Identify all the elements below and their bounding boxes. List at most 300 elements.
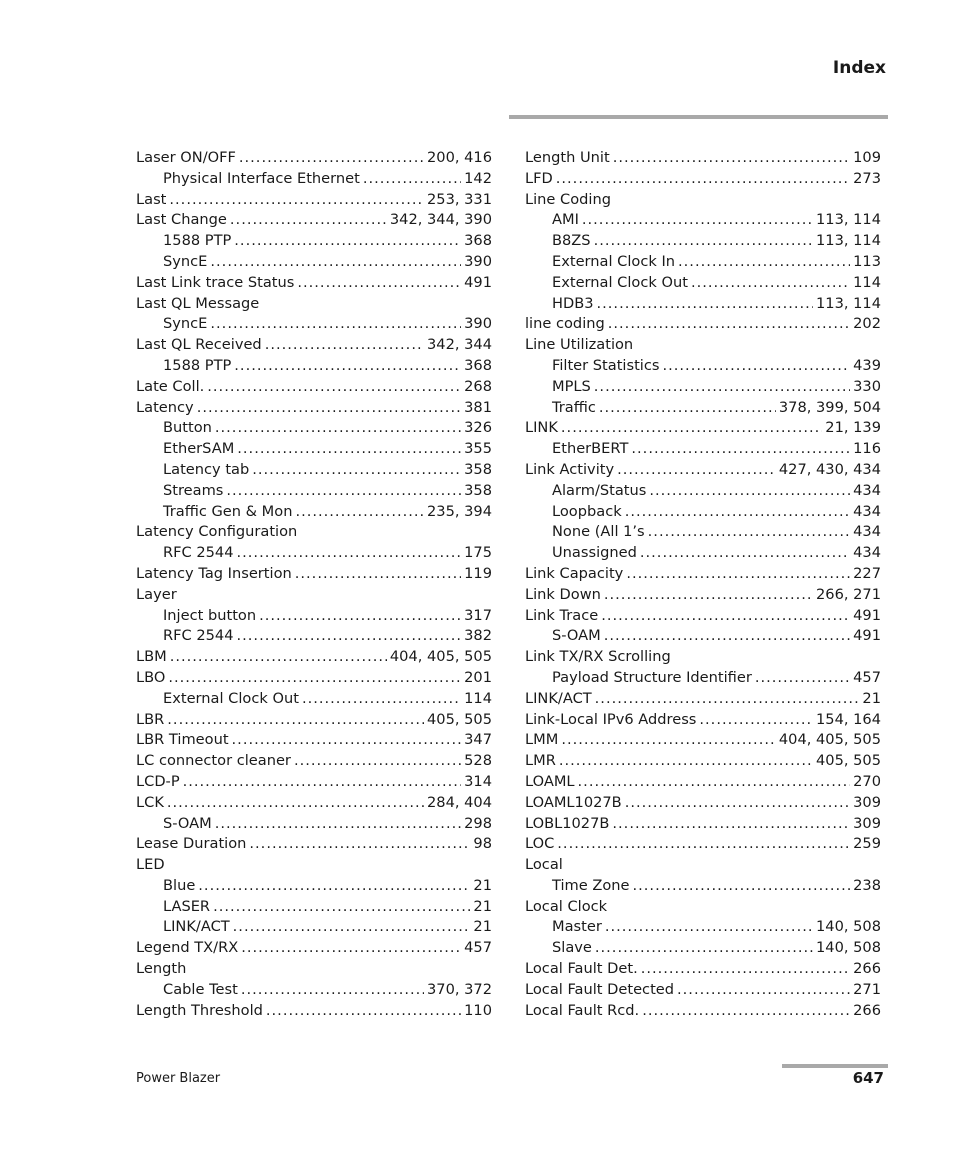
index-subentry [136, 543, 492, 564]
index-term: Last [136, 190, 167, 208]
index-entry [136, 959, 492, 980]
index-entry [525, 730, 881, 751]
index-term: None (All 1’s [552, 523, 645, 541]
index-pages: 113, 114 [816, 211, 881, 229]
dot-leader [617, 460, 776, 481]
index-entry [136, 855, 492, 876]
dot-leader [237, 626, 462, 647]
index-term: LC connector cleaner [136, 752, 291, 770]
dot-leader [691, 273, 850, 294]
index-pages: 309 [853, 793, 881, 811]
dot-leader [612, 814, 850, 835]
dot-leader [249, 834, 470, 855]
dot-leader [234, 356, 461, 377]
index-subentry [136, 689, 492, 710]
index-pages: 21, 139 [825, 419, 881, 437]
dot-leader [297, 273, 461, 294]
index-term: Payload Structure Identifier [552, 668, 752, 686]
index-term: AMI [552, 211, 579, 229]
index-entry [525, 314, 881, 335]
dot-leader [232, 730, 462, 751]
index-subentry [525, 626, 881, 647]
index-subentry [525, 439, 881, 460]
index-entry [136, 938, 492, 959]
index-pages: 528 [464, 752, 492, 770]
dot-leader [234, 231, 461, 252]
index-pages: 21 [473, 918, 492, 936]
index-term: S-OAM [552, 627, 601, 645]
index-pages: 202 [853, 315, 881, 333]
dot-leader [613, 148, 850, 169]
index-subentry [136, 917, 492, 938]
dot-leader [597, 294, 813, 315]
dot-leader [663, 356, 851, 377]
index-pages: 368 [464, 356, 492, 374]
index-entry [136, 190, 492, 211]
index-pages: 358 [464, 460, 492, 478]
dot-leader [601, 606, 850, 627]
index-entry [525, 855, 881, 876]
index-entry [525, 689, 881, 710]
index-pages: 457 [853, 668, 881, 686]
dot-leader [642, 1001, 850, 1022]
index-pages: 98 [473, 835, 492, 853]
index-subentry [525, 294, 881, 315]
index-term: External Clock Out [552, 273, 688, 291]
dot-leader [215, 814, 461, 835]
dot-leader [648, 522, 850, 543]
index-term: 1588 PTP [163, 356, 232, 374]
index-subentry [136, 314, 492, 335]
index-entry [525, 585, 881, 606]
index-pages: 330 [853, 377, 881, 395]
index-term: Cable Test [163, 980, 238, 998]
index-term: Local [525, 856, 563, 874]
index-subentry [525, 377, 881, 398]
index-pages: 284, 404 [427, 793, 492, 811]
index-pages: 405, 505 [427, 710, 492, 728]
index-pages: 382 [464, 627, 492, 645]
dot-leader [633, 876, 851, 897]
index-term: SyncE [163, 315, 208, 333]
index-pages: 358 [464, 481, 492, 499]
index-term: Latency tab [163, 460, 250, 478]
index-term: Unassigned [552, 544, 637, 562]
index-subentry [136, 606, 492, 627]
index-term: HDB3 [552, 294, 594, 312]
index-term: LOAML [525, 772, 575, 790]
index-subentry [136, 626, 492, 647]
index-pages: 227 [853, 564, 881, 582]
index-pages: 342, 344 [427, 336, 492, 354]
index-term: Length Threshold [136, 1001, 263, 1019]
dot-leader [237, 439, 461, 460]
index-term: SyncE [163, 252, 208, 270]
index-term: RFC 2544 [163, 627, 234, 645]
index-term: Lease Duration [136, 835, 247, 853]
index-entry [525, 647, 881, 668]
index-entry [525, 460, 881, 481]
index-term: Link Activity [525, 460, 615, 478]
dot-leader [631, 439, 850, 460]
index-pages: 114 [853, 273, 881, 291]
dot-leader [626, 564, 850, 585]
index-pages: 273 [853, 169, 881, 187]
index-term: Last Change [136, 211, 227, 229]
footer-doc-title: Power Blazer [136, 1071, 221, 1086]
dot-leader [363, 169, 461, 190]
dot-leader [641, 959, 850, 980]
index-term: Last Link trace Status [136, 273, 295, 291]
index-term: Physical Interface Ethernet [163, 169, 360, 187]
dot-leader [259, 606, 461, 627]
index-pages: 154, 164 [816, 710, 881, 728]
index-term: Master [552, 918, 602, 936]
index-term: Length Unit [525, 149, 610, 166]
index-pages: 116 [853, 440, 881, 458]
index-pages: 268 [464, 377, 492, 395]
dot-leader [295, 502, 424, 523]
dot-leader [578, 772, 851, 793]
dot-leader [167, 710, 424, 731]
index-pages: 201 [464, 668, 492, 686]
index-pages: 113 [853, 252, 881, 270]
index-pages: 427, 430, 434 [778, 460, 881, 478]
index-column-right [525, 148, 881, 1021]
dot-leader [561, 730, 776, 751]
index-subentry [136, 460, 492, 481]
dot-leader [594, 377, 850, 398]
index-pages: 491 [853, 606, 881, 624]
index-term: LMR [525, 752, 556, 770]
index-subentry [525, 273, 881, 294]
index-term: Link TX/RX Scrolling [525, 648, 671, 666]
index-term: LBM [136, 648, 167, 666]
index-pages: 113, 114 [816, 232, 881, 250]
index-term: External Clock Out [163, 689, 299, 707]
dot-leader [295, 564, 461, 585]
index-term: LINK [525, 419, 558, 437]
index-pages: 266, 271 [816, 585, 881, 603]
index-entry [525, 834, 881, 855]
index-pages: 298 [464, 814, 492, 832]
index-term: LCD-P [136, 772, 180, 790]
index-term: EtherBERT [552, 440, 629, 458]
index-term: B8ZS [552, 232, 591, 250]
index-entry [136, 730, 492, 751]
index-pages: 434 [853, 523, 881, 541]
index-pages: 390 [464, 315, 492, 333]
index-term: LOBL1027B [525, 814, 610, 832]
index-pages: 266 [853, 960, 881, 978]
index-term: Time Zone [552, 876, 630, 894]
section-title: Index [832, 58, 886, 78]
index-entry [136, 793, 492, 814]
index-entry [136, 398, 492, 419]
index-subentry [136, 231, 492, 252]
index-subentry [136, 169, 492, 190]
index-entry [525, 606, 881, 627]
index-subentry [525, 356, 881, 377]
dot-leader [265, 335, 424, 356]
index-pages: 491 [464, 273, 492, 291]
index-pages: 390 [464, 252, 492, 270]
dot-leader [755, 668, 850, 689]
dot-leader [604, 626, 850, 647]
index-term: Traffic [552, 398, 596, 416]
index-pages: 355 [464, 440, 492, 458]
index-pages: 457 [464, 939, 492, 957]
index-term: Filter Statistics [552, 356, 660, 374]
dot-leader [677, 980, 850, 1001]
dot-leader [226, 481, 461, 502]
index-term: Loopback [552, 502, 622, 520]
index-subentry [136, 356, 492, 377]
index-subentry [525, 210, 881, 231]
dot-leader [595, 689, 860, 710]
dot-leader [640, 543, 850, 564]
index-term: Line Coding [525, 190, 612, 208]
index-pages: 378, 399, 504 [778, 398, 881, 416]
dot-leader [210, 252, 461, 273]
index-term: EtherSAM [163, 440, 235, 458]
dot-leader [237, 543, 462, 564]
index-term: LBO [136, 668, 166, 686]
dot-leader [167, 793, 424, 814]
index-entry [136, 210, 492, 231]
index-entry [136, 335, 492, 356]
index-pages: 491 [853, 627, 881, 645]
dot-leader [210, 314, 461, 335]
index-term: Link Down [525, 585, 601, 603]
dot-leader [599, 398, 776, 419]
index-pages: 434 [853, 544, 881, 562]
index-term: LED [136, 856, 165, 874]
index-term: Last QL Received [136, 336, 262, 354]
dot-leader [294, 751, 461, 772]
dot-leader [649, 481, 850, 502]
dot-leader [699, 710, 813, 731]
index-term: LOAML1027B [525, 793, 622, 811]
index-term: Legend TX/RX [136, 939, 239, 957]
index-pages: 21 [473, 897, 492, 915]
index-entry [525, 710, 881, 731]
index-entry [525, 793, 881, 814]
index-term: LASER [163, 897, 211, 915]
index-term: LBR Timeout [136, 731, 229, 749]
index-pages: 21 [862, 689, 881, 707]
index-entry [525, 772, 881, 793]
index-entry [136, 377, 492, 398]
index-subentry [525, 668, 881, 689]
dot-leader [605, 917, 813, 938]
index-term: Streams [163, 481, 224, 499]
index-entry [136, 585, 492, 606]
index-entry [525, 148, 881, 169]
index-term: Blue [163, 876, 196, 894]
index-pages: 271 [853, 980, 881, 998]
index-pages: 309 [853, 814, 881, 832]
index-column-left [136, 148, 492, 1021]
index-term: LINK/ACT [163, 918, 230, 936]
dot-leader [556, 169, 850, 190]
index-pages: 110 [464, 1001, 492, 1019]
index-subentry [136, 418, 492, 439]
dot-leader [168, 668, 461, 689]
index-term: LCK [136, 793, 164, 811]
index-pages: 266 [853, 1001, 881, 1019]
index-entry [136, 148, 492, 169]
index-entry [136, 647, 492, 668]
index-pages: 317 [464, 606, 492, 624]
index-entry [525, 169, 881, 190]
index-pages: 235, 394 [427, 502, 492, 520]
index-term: Latency Tag Insertion [136, 564, 292, 582]
index-term: Link Trace [525, 606, 599, 624]
index-entry [136, 1001, 492, 1022]
index-subentry [525, 876, 881, 897]
index-term: line coding [525, 315, 605, 333]
index-term: Link Capacity [525, 564, 624, 582]
dot-leader [582, 210, 813, 231]
dot-leader [213, 897, 470, 918]
dot-leader [595, 938, 813, 959]
index-pages: 114 [464, 689, 492, 707]
dot-leader [198, 876, 470, 897]
index-term: Link-Local IPv6 Address [525, 710, 697, 728]
index-pages: 404, 405, 505 [389, 648, 492, 666]
index-term: Latency [136, 398, 194, 416]
dot-leader [266, 1001, 461, 1022]
header-rule [509, 115, 888, 119]
dot-leader [604, 585, 813, 606]
index-entry [525, 897, 881, 918]
index-pages: 140, 508 [816, 918, 881, 936]
index-term: Slave [552, 939, 592, 957]
index-pages: 347 [464, 731, 492, 749]
index-subentry [525, 938, 881, 959]
index-subentry [525, 502, 881, 523]
index-entry [525, 959, 881, 980]
index-term: Local Fault Detected [525, 980, 675, 998]
dot-leader [625, 793, 850, 814]
index-pages: 434 [853, 502, 881, 520]
index-pages: 140, 508 [816, 939, 881, 957]
index-term: Line Utilization [525, 336, 634, 354]
index-pages: 253, 331 [427, 190, 492, 208]
index-pages: 113, 114 [816, 294, 881, 312]
index-term: S-OAM [163, 814, 212, 832]
index-subentry [136, 876, 492, 897]
index-pages: 326 [464, 419, 492, 437]
index-term: MPLS [552, 377, 591, 395]
dot-leader [252, 460, 461, 481]
page-number: 647 [852, 1069, 884, 1087]
index-term: Laser ON/OFF [136, 149, 236, 166]
index-term: LBR [136, 710, 165, 728]
index-term: Traffic Gen & Mon [163, 502, 293, 520]
index-entry [136, 772, 492, 793]
dot-leader [594, 231, 813, 252]
index-entry [136, 564, 492, 585]
dot-leader [183, 772, 462, 793]
index-term: RFC 2544 [163, 544, 234, 562]
index-entry [136, 522, 492, 543]
index-pages: 434 [853, 481, 881, 499]
index-term: LOC [525, 835, 555, 853]
index-pages: 259 [853, 835, 881, 853]
index-pages: 200, 416 [427, 149, 492, 166]
dot-leader [557, 834, 850, 855]
index-pages: 370, 372 [427, 980, 492, 998]
index-term: Length [136, 960, 187, 978]
index-entry [136, 273, 492, 294]
dot-leader [678, 252, 850, 273]
index-subentry [136, 980, 492, 1001]
index-entry [525, 564, 881, 585]
dot-leader [241, 980, 424, 1001]
index-pages: 270 [853, 772, 881, 790]
index-entry [525, 751, 881, 772]
index-pages: 404, 405, 505 [778, 731, 881, 749]
index-term: Last QL Message [136, 294, 260, 312]
dot-leader [561, 418, 822, 439]
index-entry [136, 710, 492, 731]
dot-leader [608, 314, 850, 335]
index-pages: 439 [853, 356, 881, 374]
index-term: Local Clock [525, 897, 608, 915]
index-pages: 109 [853, 149, 881, 166]
index-pages: 381 [464, 398, 492, 416]
dot-leader [197, 398, 461, 419]
index-pages: 342, 344, 390 [389, 211, 492, 229]
index-term: LINK/ACT [525, 689, 592, 707]
index-term: Late Coll. [136, 377, 205, 395]
index-pages: 314 [464, 772, 492, 790]
dot-leader [169, 190, 424, 211]
index-subentry [525, 522, 881, 543]
index-pages: 142 [464, 169, 492, 187]
index-term: Layer [136, 585, 177, 603]
index-subentry [525, 252, 881, 273]
index-term: External Clock In [552, 252, 676, 270]
index-term: Local Fault Rcd. [525, 1001, 640, 1019]
index-entry [136, 834, 492, 855]
dot-leader [230, 210, 387, 231]
dot-leader [233, 917, 471, 938]
dot-leader [215, 418, 461, 439]
index-pages: 405, 505 [816, 752, 881, 770]
index-pages: 119 [464, 564, 492, 582]
footer-rule [782, 1064, 888, 1068]
index-entry [525, 190, 881, 211]
dot-leader [559, 751, 813, 772]
index-subentry [136, 814, 492, 835]
index-subentry [136, 897, 492, 918]
index-subentry [136, 481, 492, 502]
dot-leader [170, 647, 387, 668]
index-subentry [525, 398, 881, 419]
index-subentry [525, 481, 881, 502]
index-entry [525, 814, 881, 835]
dot-leader [302, 689, 461, 710]
index-entry [136, 751, 492, 772]
index-entry [525, 1001, 881, 1022]
index-pages: 238 [853, 876, 881, 894]
index-term: LFD [525, 169, 553, 187]
index-pages: 21 [473, 876, 492, 894]
index-subentry [525, 543, 881, 564]
